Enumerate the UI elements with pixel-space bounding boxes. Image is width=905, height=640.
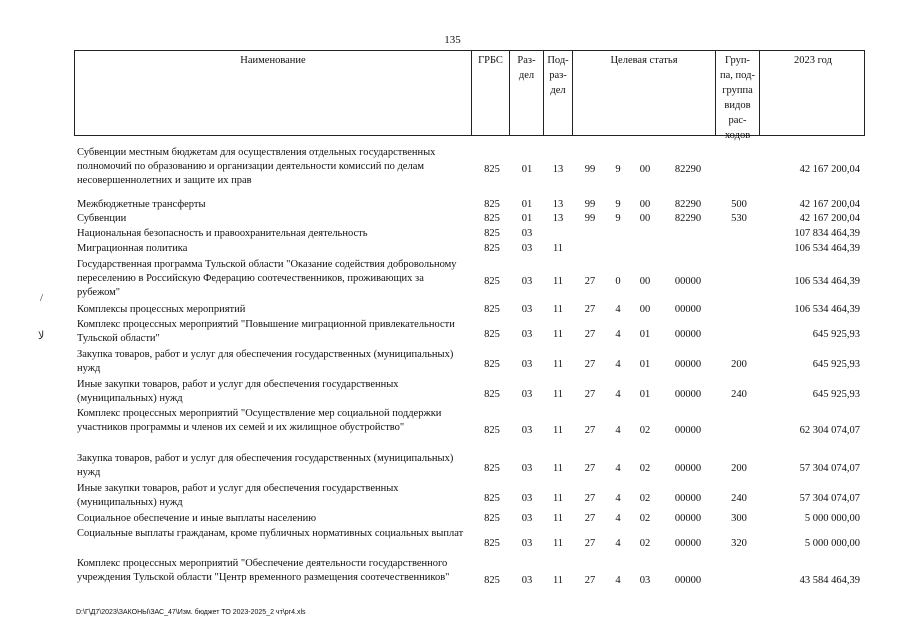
cell-t3: 01 bbox=[639, 328, 651, 340]
cell-t3: 02 bbox=[639, 492, 651, 504]
header-group: Груп- па, под- группа видов рас- ходов bbox=[716, 51, 760, 135]
cell-t1: 27 bbox=[584, 388, 596, 400]
cell-t4: 00000 bbox=[674, 276, 702, 287]
cell-amount: 106 534 464,39 bbox=[794, 276, 860, 287]
cell-amount: 645 925,93 bbox=[812, 328, 860, 340]
header-podrazdel: Под- раз- дел bbox=[544, 51, 573, 135]
cell-t1: 27 bbox=[584, 303, 596, 315]
cell-amount: 645 925,93 bbox=[812, 358, 860, 370]
cell-t4: 00000 bbox=[674, 462, 702, 474]
row-name: Комплекс процессных мероприятий "Обеспечение деятельности государственного учреждения Тульской области "Центр временного размещения соотечественников" bbox=[77, 558, 450, 583]
table-row bbox=[0, 212, 905, 227]
header-grbs: ГРБС bbox=[472, 51, 510, 135]
cell-grbs: 825 bbox=[484, 198, 500, 210]
row-name: Закупка товаров, работ и услуг для обеспечения государственных (муниципальных) нужд bbox=[77, 453, 454, 478]
cell-t4: 00000 bbox=[674, 303, 702, 315]
cell-vr: 300 bbox=[731, 512, 747, 524]
cell-rz: 03 bbox=[521, 512, 533, 524]
row-name: Комплекс процессных мероприятий "Повышение миграционной привлекательности Тульской области" bbox=[77, 319, 455, 344]
cell-pr: 11 bbox=[552, 462, 564, 474]
table-row bbox=[0, 303, 905, 318]
cell-t2: 4 bbox=[615, 328, 621, 340]
row-name: Субвенции местным бюджетам для осуществления отдельных государственных полномочий по образованию и организации деятельности комиссий по делам несовершеннолетних и защите их прав bbox=[77, 147, 436, 186]
cell-t4: 00000 bbox=[674, 537, 702, 549]
cell-vr: 500 bbox=[731, 198, 747, 210]
table-row bbox=[0, 242, 905, 257]
row-name: Миграционная политика bbox=[77, 243, 188, 254]
cell-rz: 03 bbox=[521, 328, 533, 340]
cell-rz: 03 bbox=[521, 227, 533, 239]
cell-t4: 00000 bbox=[674, 492, 702, 504]
table-row bbox=[0, 378, 905, 407]
cell-pr: 11 bbox=[552, 303, 564, 315]
cell-pr: 11 bbox=[552, 358, 564, 370]
cell-t1: 27 bbox=[584, 512, 596, 524]
cell-pr: 11 bbox=[552, 242, 564, 254]
cell-rz: 03 bbox=[521, 492, 533, 504]
cell-t2: 4 bbox=[615, 388, 621, 400]
cell-t1: 27 bbox=[584, 492, 596, 504]
cell-pr: 11 bbox=[552, 512, 564, 524]
cell-t2: 4 bbox=[615, 303, 621, 315]
cell-amount: 57 304 074,07 bbox=[799, 492, 860, 504]
cell-rz: 03 bbox=[521, 462, 533, 474]
row-name: Иные закупки товаров, работ и услуг для обеспечения государственных (муниципальных) нужд bbox=[77, 379, 399, 404]
cell-grbs: 825 bbox=[484, 388, 500, 400]
cell-rz: 03 bbox=[521, 358, 533, 370]
cell-t4: 00000 bbox=[674, 328, 702, 340]
row-name: Государственная программа Тульской области "Оказание содействия добровольному переселению в Российскую Федерацию соотечественников, проживающих за рубежом" bbox=[77, 259, 457, 298]
cell-rz: 01 bbox=[521, 198, 533, 210]
cell-amount: 57 304 074,07 bbox=[799, 462, 860, 474]
cell-t4: 00000 bbox=[674, 512, 702, 524]
cell-t1: 99 bbox=[584, 212, 596, 224]
cell-t3: 02 bbox=[639, 462, 651, 474]
table-row bbox=[0, 452, 905, 481]
table-row bbox=[0, 407, 905, 451]
cell-amount: 43 584 464,39 bbox=[799, 575, 860, 586]
cell-t2: 9 bbox=[615, 164, 621, 175]
cell-t3: 00 bbox=[639, 212, 651, 224]
cell-t3: 00 bbox=[639, 164, 651, 175]
cell-t3: 02 bbox=[639, 512, 651, 524]
cell-rz: 03 bbox=[521, 242, 533, 254]
cell-amount: 5 000 000,00 bbox=[804, 537, 860, 549]
file-path-footer: D:\Г\Д7\2023\ЗАКОНЫ\ЗАС_47\Изм. бюджет ТО 2023-2025_2 чт\рг4.xls bbox=[76, 609, 306, 616]
cell-t3: 02 bbox=[639, 425, 651, 436]
cell-grbs: 825 bbox=[484, 212, 500, 224]
cell-amount: 62 304 074,07 bbox=[799, 425, 860, 436]
row-name: Национальная безопасность и правоохранительная деятельность bbox=[77, 228, 368, 239]
header-year: 2023 год bbox=[794, 55, 832, 66]
table-row bbox=[0, 318, 905, 347]
cell-rz: 03 bbox=[521, 425, 533, 436]
cell-amount: 106 534 464,39 bbox=[794, 242, 860, 254]
cell-grbs: 825 bbox=[484, 276, 500, 287]
cell-grbs: 825 bbox=[484, 512, 500, 524]
cell-t4: 00000 bbox=[674, 388, 702, 400]
table-header bbox=[74, 50, 865, 141]
cell-pr: 13 bbox=[552, 164, 564, 175]
cell-grbs: 825 bbox=[484, 303, 500, 315]
table-row bbox=[0, 348, 905, 377]
header-razdel: Раз- дел bbox=[510, 51, 544, 135]
cell-t1: 27 bbox=[584, 425, 596, 436]
table-row bbox=[0, 482, 905, 511]
margin-mark: ﻻ bbox=[38, 330, 45, 342]
cell-grbs: 825 bbox=[484, 492, 500, 504]
cell-t1: 27 bbox=[584, 328, 596, 340]
cell-vr: 240 bbox=[731, 492, 747, 504]
row-name: Межбюджетные трансферты bbox=[77, 199, 206, 210]
cell-t1: 27 bbox=[584, 276, 596, 287]
row-name: Закупка товаров, работ и услуг для обеспечения государственных (муниципальных) нужд bbox=[77, 349, 454, 374]
cell-amount: 645 925,93 bbox=[812, 388, 860, 400]
cell-t1: 27 bbox=[584, 462, 596, 474]
cell-t4: 00000 bbox=[674, 575, 702, 586]
cell-t3: 00 bbox=[639, 303, 651, 315]
cell-pr: 11 bbox=[552, 425, 564, 436]
cell-grbs: 825 bbox=[484, 358, 500, 370]
cell-t3: 03 bbox=[639, 575, 651, 586]
cell-t2: 4 bbox=[615, 512, 621, 524]
cell-grbs: 825 bbox=[484, 242, 500, 254]
header-target: Целевая статья bbox=[573, 51, 716, 135]
cell-pr: 11 bbox=[552, 537, 564, 549]
margin-mark: / bbox=[40, 292, 44, 304]
table-row bbox=[0, 527, 905, 556]
row-name: Социальные выплаты гражданам, кроме публичных нормативных социальных выплат bbox=[77, 528, 464, 539]
cell-t4: 82290 bbox=[674, 164, 702, 175]
cell-grbs: 825 bbox=[484, 227, 500, 239]
cell-rz: 01 bbox=[521, 164, 533, 175]
table-row bbox=[0, 146, 905, 190]
cell-vr: 240 bbox=[731, 388, 747, 400]
cell-grbs: 825 bbox=[484, 462, 500, 474]
cell-rz: 01 bbox=[521, 212, 533, 224]
cell-t2: 0 bbox=[615, 276, 621, 287]
cell-t2: 9 bbox=[615, 198, 621, 210]
cell-grbs: 825 bbox=[484, 164, 500, 175]
cell-grbs: 825 bbox=[484, 328, 500, 340]
cell-amount: 42 167 200,04 bbox=[799, 164, 860, 175]
cell-t3: 00 bbox=[639, 198, 651, 210]
row-name: Субвенции bbox=[77, 213, 127, 224]
cell-t2: 4 bbox=[615, 575, 621, 586]
page-number: 135 bbox=[444, 34, 461, 46]
cell-pr: 11 bbox=[552, 276, 564, 287]
table-row bbox=[0, 227, 905, 242]
row-name: Комплекс процессных мероприятий "Осуществление мер социальной поддержки участников программы и членов их семей и их жилищное обустройство" bbox=[77, 408, 442, 433]
cell-t4: 82290 bbox=[674, 212, 702, 224]
row-name: Иные закупки товаров, работ и услуг для обеспечения государственных (муниципальных) нужд bbox=[77, 483, 399, 508]
cell-pr: 11 bbox=[552, 575, 564, 586]
row-name: Социальное обеспечение и иные выплаты населению bbox=[77, 513, 317, 524]
cell-t4: 00000 bbox=[674, 358, 702, 370]
cell-amount: 42 167 200,04 bbox=[799, 198, 860, 210]
cell-t1: 27 bbox=[584, 537, 596, 549]
cell-t1: 99 bbox=[584, 198, 596, 210]
cell-t3: 00 bbox=[639, 276, 651, 287]
cell-amount: 107 834 464,39 bbox=[794, 227, 860, 239]
cell-amount: 5 000 000,00 bbox=[804, 512, 860, 524]
cell-rz: 03 bbox=[521, 537, 533, 549]
cell-amount: 42 167 200,04 bbox=[799, 212, 860, 224]
cell-pr: 11 bbox=[552, 388, 564, 400]
cell-rz: 03 bbox=[521, 388, 533, 400]
cell-t3: 01 bbox=[639, 358, 651, 370]
cell-pr: 13 bbox=[552, 212, 564, 224]
cell-amount: 106 534 464,39 bbox=[794, 303, 860, 315]
cell-pr: 11 bbox=[552, 328, 564, 340]
cell-t4: 82290 bbox=[674, 198, 702, 210]
cell-t1: 27 bbox=[584, 575, 596, 586]
cell-t2: 4 bbox=[615, 462, 621, 474]
table-row bbox=[0, 258, 905, 302]
cell-vr: 200 bbox=[731, 462, 747, 474]
cell-rz: 03 bbox=[521, 575, 533, 586]
cell-vr: 530 bbox=[731, 212, 747, 224]
header-name: Наименование bbox=[75, 51, 472, 135]
table-row bbox=[0, 198, 905, 213]
cell-grbs: 825 bbox=[484, 537, 500, 549]
cell-t1: 99 bbox=[584, 164, 596, 175]
cell-rz: 03 bbox=[521, 276, 533, 287]
cell-t2: 4 bbox=[615, 358, 621, 370]
row-name: Комплексы процессных мероприятий bbox=[77, 304, 246, 315]
cell-t1: 27 bbox=[584, 358, 596, 370]
table-row bbox=[0, 512, 905, 527]
cell-t2: 4 bbox=[615, 425, 621, 436]
cell-t2: 9 bbox=[615, 212, 621, 224]
cell-grbs: 825 bbox=[484, 575, 500, 586]
cell-t2: 4 bbox=[615, 492, 621, 504]
cell-vr: 200 bbox=[731, 358, 747, 370]
cell-t3: 02 bbox=[639, 537, 651, 549]
cell-grbs: 825 bbox=[484, 425, 500, 436]
cell-t2: 4 bbox=[615, 537, 621, 549]
cell-rz: 03 bbox=[521, 303, 533, 315]
table-row bbox=[0, 557, 905, 601]
cell-t4: 00000 bbox=[674, 425, 702, 436]
cell-t3: 01 bbox=[639, 388, 651, 400]
cell-pr: 11 bbox=[552, 492, 564, 504]
cell-pr: 13 bbox=[552, 198, 564, 210]
cell-vr: 320 bbox=[731, 537, 747, 549]
